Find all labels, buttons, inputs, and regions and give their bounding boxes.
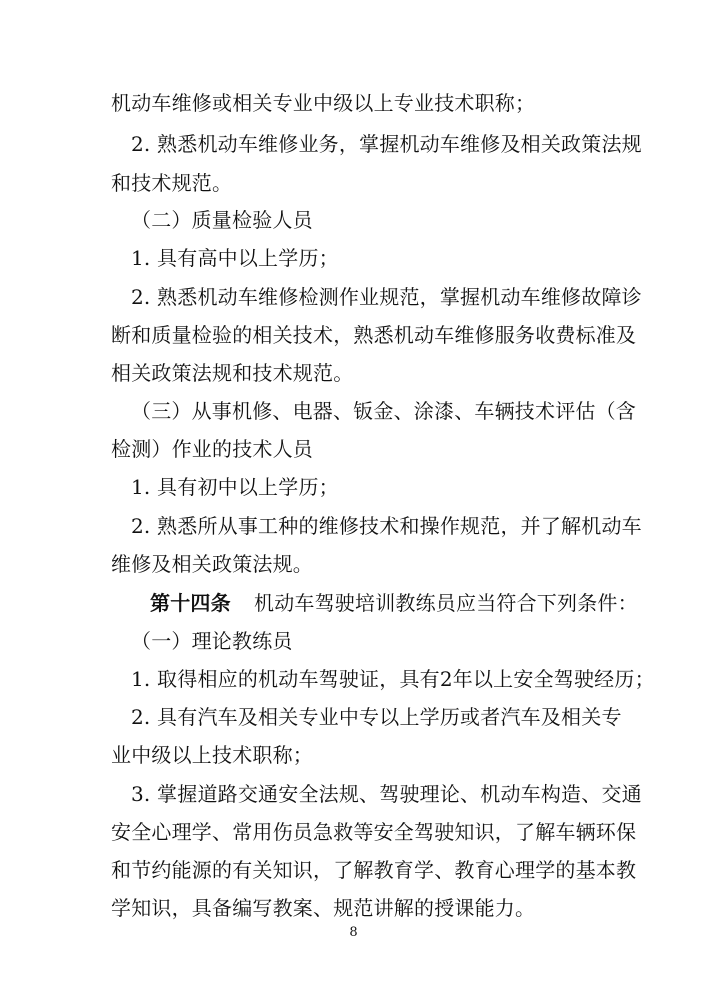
section-heading: （三）从事机修、电器、钣金、涂漆、车辆技术评估（含 bbox=[131, 399, 636, 423]
text-line: 1. 具有初中以上学历； bbox=[131, 475, 339, 499]
text-line: 维修及相关政策法规。 bbox=[111, 552, 313, 576]
text-line: 2. 熟悉所从事工种的维修技术和操作规范，并了解机动车 bbox=[131, 514, 642, 538]
section-heading: （二）质量检验人员 bbox=[131, 208, 313, 232]
text-line: 1. 取得相应的机动车驾驶证，具有2年以上安全驾驶经历； bbox=[131, 667, 655, 691]
text-line: 3. 掌握道路交通安全法规、驾驶理论、机动车构造、交通 bbox=[131, 782, 642, 806]
page-number: 8 bbox=[349, 925, 358, 940]
text-line: 业中级以上技术职称； bbox=[111, 743, 313, 767]
text-line: 2. 具有汽车及相关专业中专以上学历或者汽车及相关专 bbox=[131, 705, 622, 729]
text-line: 学知识，具备编写教案、规范讲解的授课能力。 bbox=[111, 896, 536, 920]
text-line: 相关政策法规和技术规范。 bbox=[111, 361, 354, 385]
article-number: 第十四条 bbox=[150, 591, 231, 615]
article-text: 机动车驾驶培训教练员应当符合下列条件： bbox=[254, 591, 638, 615]
section-heading: （一）理论教练员 bbox=[131, 629, 293, 653]
text-line: 1. 具有高中以上学历； bbox=[131, 246, 339, 270]
text-line: 安全心理学、常用伤员急救等安全驾驶知识，了解车辆环保 bbox=[111, 820, 637, 844]
text-line: 机动车维修或相关专业中级以上专业技术职称； bbox=[111, 91, 536, 115]
text-line: 2. 熟悉机动车维修业务，掌握机动车维修及相关政策法规 bbox=[131, 132, 642, 156]
text-line: 和技术规范。 bbox=[111, 171, 233, 195]
text-line: 检测）作业的技术人员 bbox=[111, 437, 313, 461]
text-line: 和节约能源的有关知识，了解教育学、教育心理学的基本教 bbox=[111, 858, 637, 882]
text-line: 断和质量检验的相关技术，熟悉机动车维修服务收费标准及 bbox=[111, 323, 637, 347]
text-line: 2. 熟悉机动车维修检测作业规范，掌握机动车维修故障诊 bbox=[131, 285, 642, 309]
